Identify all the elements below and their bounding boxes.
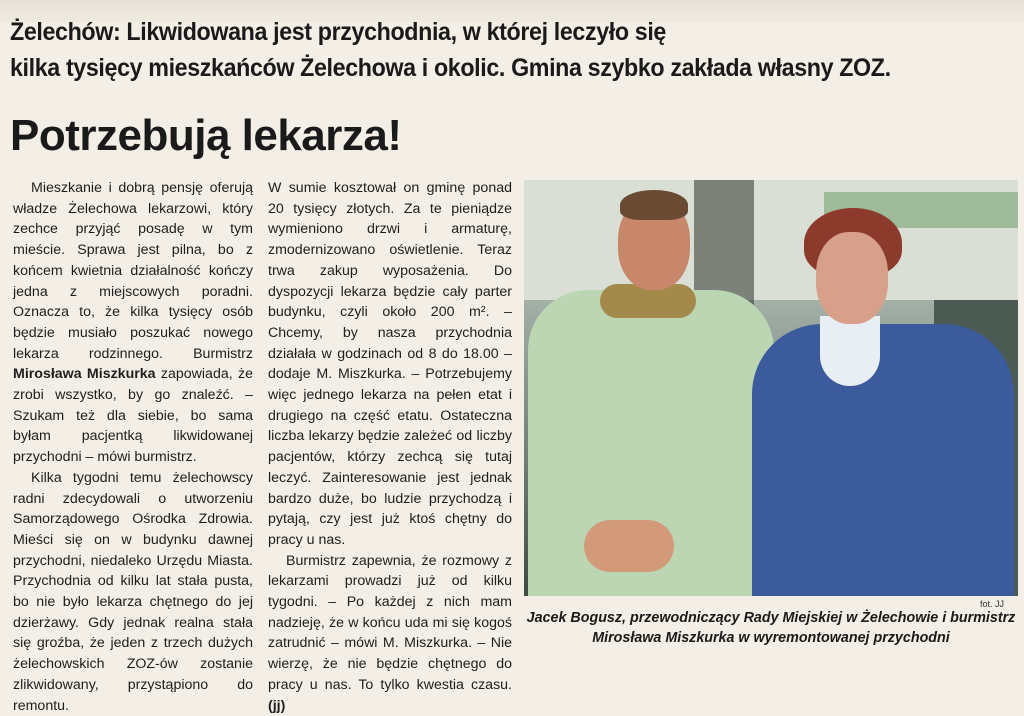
paragraph-1-text-b: zapowiada, że zrobi wszystko, by go znaleźć. – Szukam też dla siebie, bo sama byłam pacjentką likwidowanej przychodni – mówi burmistrz. (13, 366, 253, 466)
kicker-line-1: Żelechów: Likwidowana jest przychodnia, w której leczyło się (10, 18, 666, 46)
paragraph-2: Kilka tygodni temu żelechowscy radni zdecydowali o utworzeniu Samorządowego Ośrodka Zdrowia. Mieści się on w budynku dawnej przychodni, niedaleko Urzędu Miasta. Przychodnia od kilku lat stała pusta, bo nie było lekarza chętnego do jej dzierżawy. Gdy jednak realna stała się groźba, że jeden z trzech dużych żelechowskich ZOZ-ów zostanie zlikwidowany, przystąpiono do remontu. (13, 469, 253, 714)
woman-figure-head (816, 232, 888, 324)
paragraph-3: W sumie kosztował on gminę ponad 20 tysięcy złotych. Za te pieniądze wymieniono drzwi i armaturę, zmodernizowano oświetlenie. Teraz trwa zakup wyposażenia. Do dyspozycji lekarza będzie cały parter budynku, czyli około 200 m². – Chcemy, by nasza przychodnia działała w godzinach od 8 do 18.00 – dodaje M. Miszkurka. – Potrzebujemy więc jednego lekarza na pełen etat i drugiego na część etatu. Ostateczna liczba lekarzy będzie zależeć od liczby pacjentów, którzy zechcą się tutaj leczyć. Zainteresowanie jest jednak bardzo duże, bo ludzie przychodzą i pytają, czy jest już ktoś chętny do pracy u nas. (268, 180, 512, 548)
paragraph-1-text-a: Mieszkanie i dobrą pensję oferują władze Żelechowa lekarzowi, który zechce przyjąć posadę w tym mieście. Sprawa jest pilna, bo z końcem kwietnia działalność kończy jedna z miejscowych poradni. Oznacza to, że kilka tysięcy osób będzie musiało poszukać nowego lekarza rodzinnego. Burmistrz (13, 180, 253, 362)
man-figure-hands (584, 520, 674, 572)
article-kicker (10, 14, 944, 86)
article-photo (524, 180, 1018, 596)
author-signature: (jj) (268, 697, 286, 714)
woman-figure-scarf (820, 316, 880, 386)
paragraph-1 (13, 178, 253, 468)
photo-credit: fot. JJ (980, 599, 1005, 609)
article-headline: Potrzebują lekarza! (10, 111, 402, 160)
paragraph-4-text: Burmistrz zapewnia, że rozmowy z lekarzami prowadzi już od kilku tygodni. – Po każdej z nich mam nadzieję, że w końcu uda mi się kogoś zatrudnić – mówi M. Miszkurka. – Nie wierzę, że nie będzie chętnego do pracy u nas. To tylko kwestia czasu. (268, 552, 512, 693)
mayor-name: Mirosława Miszkurka (13, 366, 156, 383)
kicker-line-2: kilka tysięcy mieszkańców Żelechowa i okolic. Gmina szybko zakłada własny ZOZ. (10, 54, 891, 82)
man-figure-hair (620, 190, 688, 220)
paragraph-4 (268, 551, 512, 716)
article-column-2 (268, 178, 512, 716)
woman-figure-body (752, 324, 1014, 596)
article-column-1 (13, 178, 253, 716)
photo-caption: Jacek Bogusz, przewodniczący Rady Miejskiej w Żelechowie i burmistrz Mirosława Miszkurka w wyremontowanej przychodni (526, 610, 1016, 646)
